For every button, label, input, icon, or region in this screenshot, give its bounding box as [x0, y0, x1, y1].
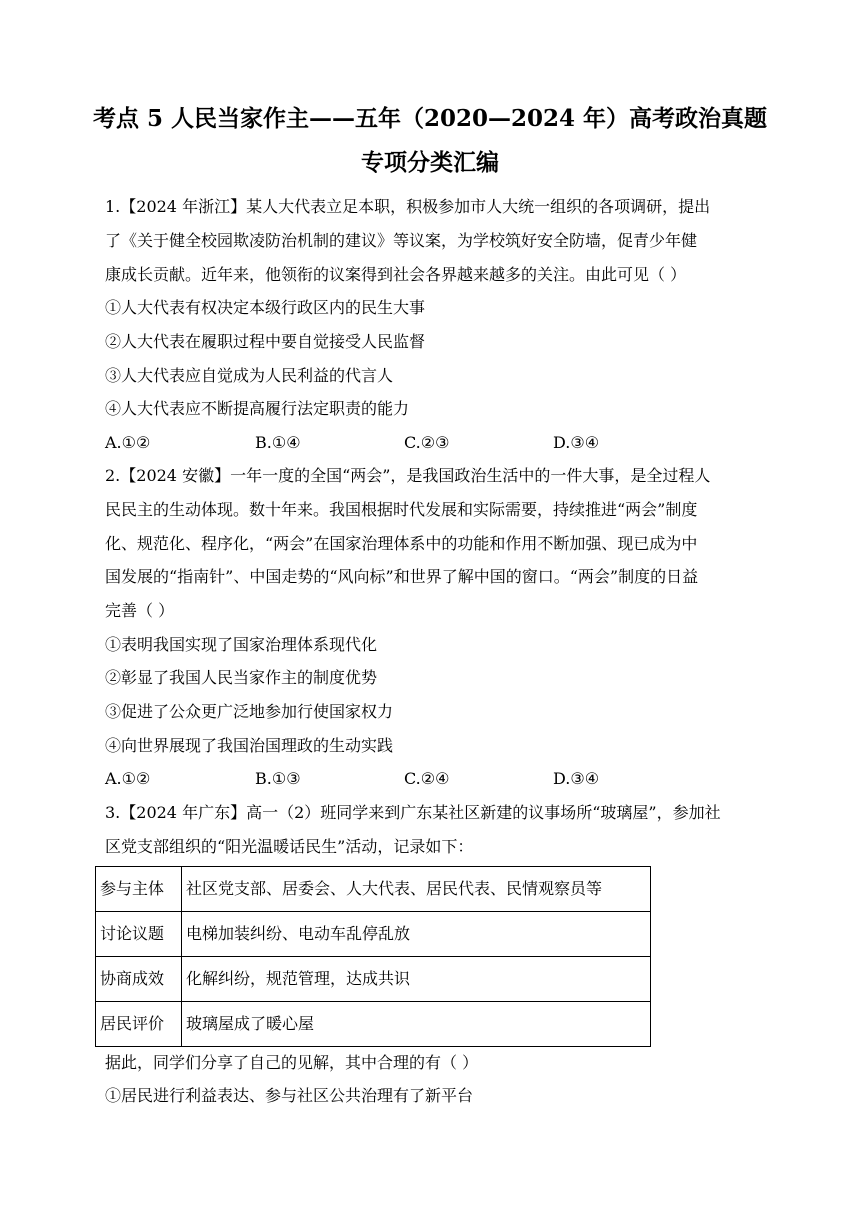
q1-option-a: A.①②: [105, 433, 151, 452]
q2-option-c: C.②④: [404, 769, 450, 788]
q1-item-3: ③人大代表应自觉成为人民利益的代言人: [105, 366, 394, 385]
page-title-line2: 专项分类汇编: [361, 149, 499, 176]
table-value-cell: 化解纠纷，规范管理，达成共识: [182, 957, 651, 1002]
q2-item-3: ③促进了公众更广泛地参加行使国家权力: [105, 702, 394, 721]
q2-stem-line-2: 民民主的生动体现。数十年来。我国根据时代发展和实际需要，持续推进“两会”制度: [105, 500, 698, 519]
table-value-cell: 电梯加装纠纷、电动车乱停乱放: [182, 912, 651, 957]
q2-item-1: ①表明我国实现了国家治理体系现代化: [105, 635, 378, 654]
q3-item-1: ①居民进行利益表达、参与社区公共治理有了新平台: [105, 1086, 474, 1105]
table-key-cell: 讨论议题: [96, 912, 182, 957]
table-value-cell: 社区党支部、居委会、人大代表、居民代表、民情观察员等: [182, 867, 651, 912]
q2-option-d: D.③④: [553, 769, 600, 788]
q1-option-b: B.①④: [255, 433, 301, 452]
table-row: [96, 912, 651, 957]
table-row: [96, 1002, 651, 1047]
q2-option-a: A.①②: [105, 769, 151, 788]
q2-item-4: ④向世界展现了我国治国理政的生动实践: [105, 736, 394, 755]
table-key-cell: 协商成效: [96, 957, 182, 1002]
q1-item-2: ②人大代表在履职过程中要自觉接受人民监督: [105, 332, 426, 351]
table-row: [96, 867, 651, 912]
table-key-cell: 居民评价: [96, 1002, 182, 1047]
q2-stem-line-1: 2.【2024 安徽】一年一度的全国“两会”，是我国政治生活中的一件大事，是全过程人: [105, 466, 711, 485]
q1-stem-line-2: 了《关于健全校园欺凌防治机制的建议》等议案，为学校筑好安全防墙，促青少年健: [105, 231, 698, 250]
q3-after-table: 据此，同学们分享了自己的见解，其中合理的有（ ）: [105, 1053, 479, 1072]
q1-stem-line-1: 1.【2024 年浙江】某人大代表立足本职，积极参加市人大统一组织的各项调研，提出: [105, 197, 711, 216]
q2-item-2: ②彰显了我国人民当家作主的制度优势: [105, 668, 378, 687]
table-key-cell: 参与主体: [96, 867, 182, 912]
q2-stem-line-5: 完善（ ）: [105, 601, 175, 620]
q3-record-table: [95, 866, 651, 1047]
page-title-line1: 考点 5 人民当家作主——五年（2020—2024 年）高考政治真题: [92, 105, 768, 132]
q1-stem-line-3: 康成长贡献。近年来，他领衔的议案得到社会各界越来越多的关注。由此可见（ ）: [105, 265, 687, 284]
q1-option-d: D.③④: [553, 433, 600, 452]
q2-option-b: B.①③: [255, 769, 301, 788]
q3-stem-line-2: 区党支部组织的“阳光温暖话民生”活动，记录如下：: [105, 837, 474, 856]
q2-stem-line-4: 国发展的“指南针”、中国走势的“风向标”和世界了解中国的窗口。“两会”制度的日益: [105, 567, 699, 586]
table-row: [96, 957, 651, 1002]
q2-stem-line-3: 化、规范化、程序化，“两会”在国家治理体系中的功能和作用不断加强、现已成为中: [105, 534, 698, 553]
q1-item-4: ④人大代表应不断提高履行法定职责的能力: [105, 399, 410, 418]
table-value-cell: 玻璃屋成了暖心屋: [182, 1002, 651, 1047]
q3-stem-line-1: 3.【2024 年广东】高一（2）班同学来到广东某社区新建的议事场所“玻璃屋”，参加社: [105, 803, 721, 822]
q1-option-c: C.②③: [404, 433, 450, 452]
q1-item-1: ①人大代表有权决定本级行政区内的民生大事: [105, 298, 426, 317]
